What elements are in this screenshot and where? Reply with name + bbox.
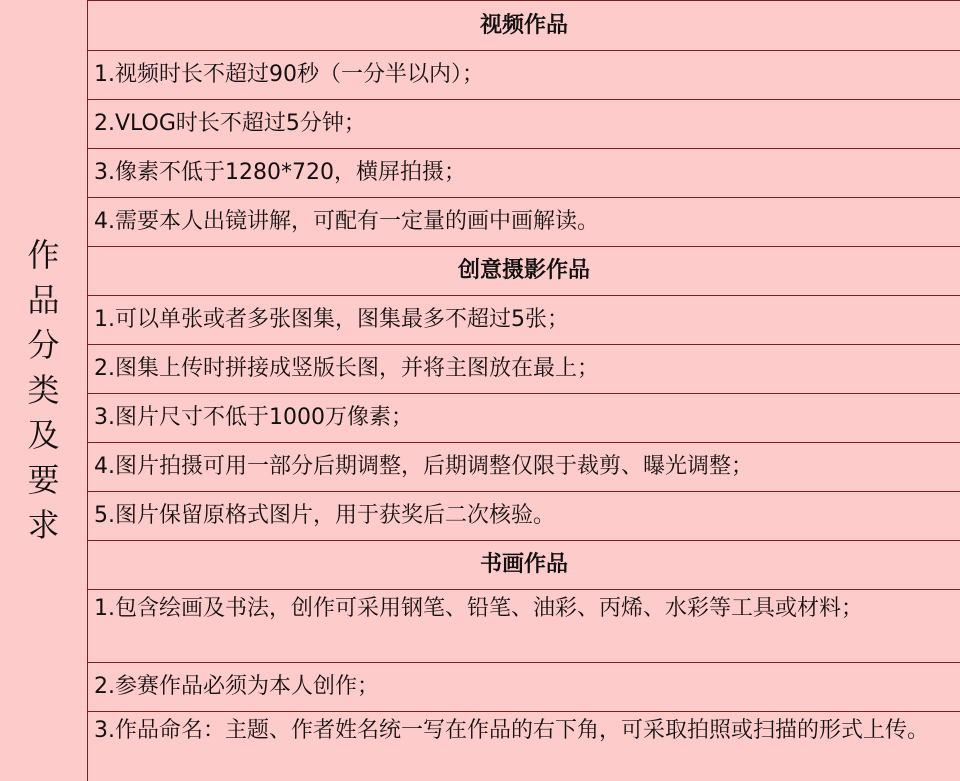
section-title: 视频作品: [479, 12, 568, 38]
list-item: [88, 662, 960, 711]
item-text: 1.可以单张或者多张图集，图集最多不超过5张；: [94, 307, 569, 332]
item-text: 1.包含绘画及书法，创作可采用钢笔、铅笔、油彩、丙烯、水彩等工具或材料；: [94, 596, 863, 621]
list-item: [88, 393, 960, 442]
list-item: [88, 491, 960, 540]
item-text: 4.图片拍摄可用一部分后期调整，后期调整仅限于裁剪、曝光调整；: [94, 454, 753, 479]
section-title: 书画作品: [479, 552, 568, 577]
item-text: 4.需要本人出镜讲解，可配有一定量的画中画解读。: [94, 209, 599, 234]
requirements-column: [88, 0, 960, 781]
category-label: 作品分类及要求: [27, 236, 60, 544]
list-item: [88, 711, 960, 781]
section-header-video: [88, 0, 960, 50]
section-header-art: [88, 540, 960, 589]
list-item: [88, 99, 960, 148]
list-item: [88, 50, 960, 99]
list-item: [88, 442, 960, 491]
item-text: 2.VLOG时长不超过5分钟；: [94, 111, 366, 136]
category-label-cell: [0, 0, 88, 781]
item-text: 2.图集上传时拼接成竖版长图，并将主图放在最上；: [94, 356, 599, 381]
item-text: 5.图片保留原格式图片，用于获奖后二次核验。: [94, 503, 555, 528]
item-text: 3.图片尺寸不低于1000万像素；: [94, 405, 413, 430]
item-text: 3.作品命名：主题、作者姓名统一写在作品的右下角，可采取拍照或扫描的形式上传。: [94, 718, 929, 743]
item-text: 3.像素不低于1280*720，横屏拍摄；: [94, 160, 466, 185]
list-item: [88, 344, 960, 393]
list-item: [88, 295, 960, 344]
item-text: 2.参赛作品必须为本人创作；: [94, 674, 379, 699]
item-text: 1.视频时长不超过90秒（一分半以内）；: [94, 62, 484, 87]
section-title: 创意摄影作品: [457, 258, 590, 283]
list-item: [88, 197, 960, 246]
list-item: [88, 148, 960, 197]
list-item: [88, 589, 960, 662]
section-header-photo: [88, 246, 960, 295]
